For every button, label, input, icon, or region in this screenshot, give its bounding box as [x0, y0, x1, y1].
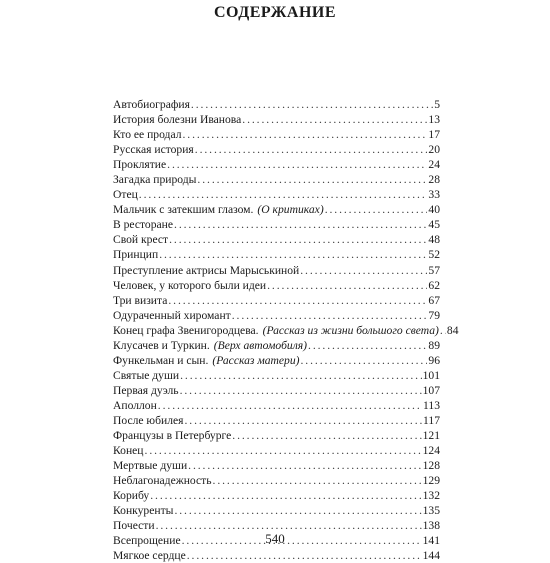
toc-entry-title: Корибу — [113, 489, 150, 503]
toc-entry — [113, 172, 440, 187]
toc-entry — [113, 278, 440, 293]
toc-entry — [113, 127, 440, 142]
table-of-contents — [113, 97, 459, 563]
toc-entry-page: 89 — [428, 338, 440, 352]
toc-entry-title: Одураченный хиромант — [113, 308, 231, 322]
dot-leader — [180, 383, 422, 398]
toc-entry-title: Кто ее продал — [113, 128, 182, 142]
toc-entry-subtitle: (О критиках) — [257, 203, 324, 217]
toc-entry-page: 5 — [434, 98, 440, 111]
toc-entry-page: 17 — [428, 128, 440, 142]
toc-entry-title: Конец графа Звенигородцева. — [113, 323, 259, 337]
dot-leader — [308, 338, 427, 353]
toc-entry-title: Человек, у которого были идеи — [113, 278, 267, 292]
toc-entry — [113, 458, 440, 473]
toc-entry-subtitle: (Рассказ матери) — [212, 353, 300, 367]
dot-leader — [267, 278, 427, 293]
toc-entry — [113, 428, 440, 443]
toc-entry-page: 57 — [428, 263, 440, 277]
toc-entry-page: 141 — [422, 534, 440, 548]
toc-entry-title: Функельман и сын. — [113, 353, 209, 367]
toc-entry-page: 129 — [422, 474, 440, 488]
toc-entry — [113, 112, 440, 127]
dot-leader — [158, 398, 422, 413]
toc-entry-title: Преступление актрисы Марыськиной — [113, 263, 300, 277]
toc-entry-page: 24 — [428, 158, 440, 172]
toc-entry-page: 48 — [428, 233, 440, 247]
dot-leader — [145, 443, 422, 458]
toc-entry-title: Святые души — [113, 368, 180, 382]
dot-leader — [440, 323, 446, 338]
dot-leader — [184, 413, 422, 428]
toc-entry-title: Первая дуэль — [113, 383, 179, 397]
toc-entry-title: Конец — [113, 444, 144, 458]
toc-entry-page: 124 — [422, 444, 440, 458]
toc-entry-page: 20 — [428, 143, 440, 157]
dot-leader — [300, 263, 427, 278]
dot-leader — [183, 127, 428, 142]
toc-entry-page: 45 — [428, 218, 440, 232]
toc-entry — [113, 548, 440, 563]
toc-entry-page: 62 — [428, 278, 440, 292]
toc-entry — [113, 443, 440, 458]
dot-leader — [150, 488, 421, 503]
toc-entry-page: 117 — [423, 413, 440, 427]
dot-leader — [195, 142, 428, 157]
toc-entry-title: Почести — [113, 519, 155, 533]
toc-entry — [113, 187, 440, 202]
toc-entry-title: Проклятие — [113, 158, 167, 172]
toc-entry-page: 96 — [428, 353, 440, 367]
toc-entry-title: Мертвые души — [113, 459, 188, 473]
toc-entry-page: 52 — [428, 248, 440, 262]
toc-entry-page: 40 — [428, 203, 440, 217]
dot-leader — [169, 232, 427, 247]
dot-leader — [191, 97, 433, 112]
dot-leader — [188, 458, 421, 473]
toc-entry — [113, 383, 440, 398]
toc-entry — [113, 217, 440, 232]
page-title: СОДЕРЖАНИЕ — [213, 4, 337, 21]
dot-leader — [159, 247, 427, 262]
toc-entry-page: 33 — [428, 188, 440, 202]
toc-entry-page: 101 — [422, 368, 440, 382]
toc-entry-title: Аполлон — [113, 398, 157, 412]
toc-entry — [113, 247, 440, 262]
dot-leader — [139, 187, 428, 202]
dot-leader — [301, 353, 428, 368]
toc-entry-subtitle: (Рассказ из жизни большого света) — [262, 323, 439, 337]
dot-leader — [213, 473, 422, 488]
page-number: 540 — [265, 531, 285, 546]
toc-entry — [113, 157, 440, 172]
dot-leader — [325, 202, 428, 217]
toc-entry — [113, 97, 440, 112]
toc-entry — [113, 308, 440, 323]
toc-entry-title: Русская история — [113, 143, 194, 157]
toc-entry-subtitle: (Верх автомобиля) — [213, 338, 308, 352]
toc-entry — [113, 368, 440, 383]
dot-leader — [167, 157, 427, 172]
toc-entry-title: Мальчик с затекшим глазом. — [113, 203, 254, 217]
toc-entry — [113, 323, 459, 338]
toc-entry-page: 132 — [422, 489, 440, 503]
toc-entry — [113, 473, 440, 488]
toc-entry-title: Французы в Петербурге — [113, 429, 232, 443]
toc-entry-title: После юбилея — [113, 413, 184, 427]
toc-entry — [113, 293, 440, 308]
dot-leader — [174, 503, 421, 518]
dot-leader — [174, 217, 427, 232]
toc-entry-page: 13 — [428, 113, 440, 127]
toc-entry-title: Свой крест — [113, 233, 169, 247]
toc-entry — [113, 202, 440, 217]
toc-entry-title: Конкуренты — [113, 504, 174, 518]
dot-leader — [232, 428, 421, 443]
toc-entry-page: 84 — [446, 323, 459, 337]
toc-entry-page: 135 — [422, 504, 440, 518]
dot-leader — [180, 368, 421, 383]
toc-entry-title: В ресторане — [113, 218, 174, 232]
toc-entry — [113, 398, 440, 413]
toc-entry-page: 144 — [422, 549, 440, 563]
toc-entry-title: Всепрощение — [113, 534, 181, 548]
toc-entry — [113, 413, 440, 428]
dot-leader — [187, 548, 422, 563]
dot-leader — [232, 308, 428, 323]
toc-entry-title: Клусачев и Туркин. — [113, 338, 210, 352]
toc-entry — [113, 263, 440, 278]
toc-entry-title: Неблагонадежность — [113, 474, 212, 488]
toc-entry — [113, 503, 440, 518]
toc-entry-title: Отец — [113, 188, 138, 202]
toc-entry — [113, 338, 440, 353]
toc-entry-title: Принцип — [113, 248, 159, 262]
toc-entry — [113, 488, 440, 503]
toc-entry-page: 28 — [428, 173, 440, 187]
toc-entry — [113, 232, 440, 247]
dot-leader — [197, 172, 427, 187]
dot-leader — [242, 112, 427, 127]
toc-entry-page: 113 — [423, 398, 440, 412]
toc-entry-title: Автобиография — [113, 98, 190, 111]
toc-entry-title: История болезни Иванова — [113, 113, 242, 127]
toc-entry-title: Три визита — [113, 293, 168, 307]
toc-entry-page: 128 — [422, 459, 440, 473]
toc-entry-page: 67 — [428, 293, 440, 307]
toc-entry — [113, 353, 440, 368]
dot-leader — [168, 293, 427, 308]
toc-entry-page: 138 — [422, 519, 440, 533]
toc-entry-title: Загадка природы — [113, 173, 197, 187]
toc-entry — [113, 142, 440, 157]
toc-entry-page: 107 — [422, 383, 440, 397]
toc-entry-title: Мягкое сердце — [113, 549, 186, 563]
toc-entry-page: 121 — [422, 429, 440, 443]
toc-entry-page: 79 — [428, 308, 440, 322]
